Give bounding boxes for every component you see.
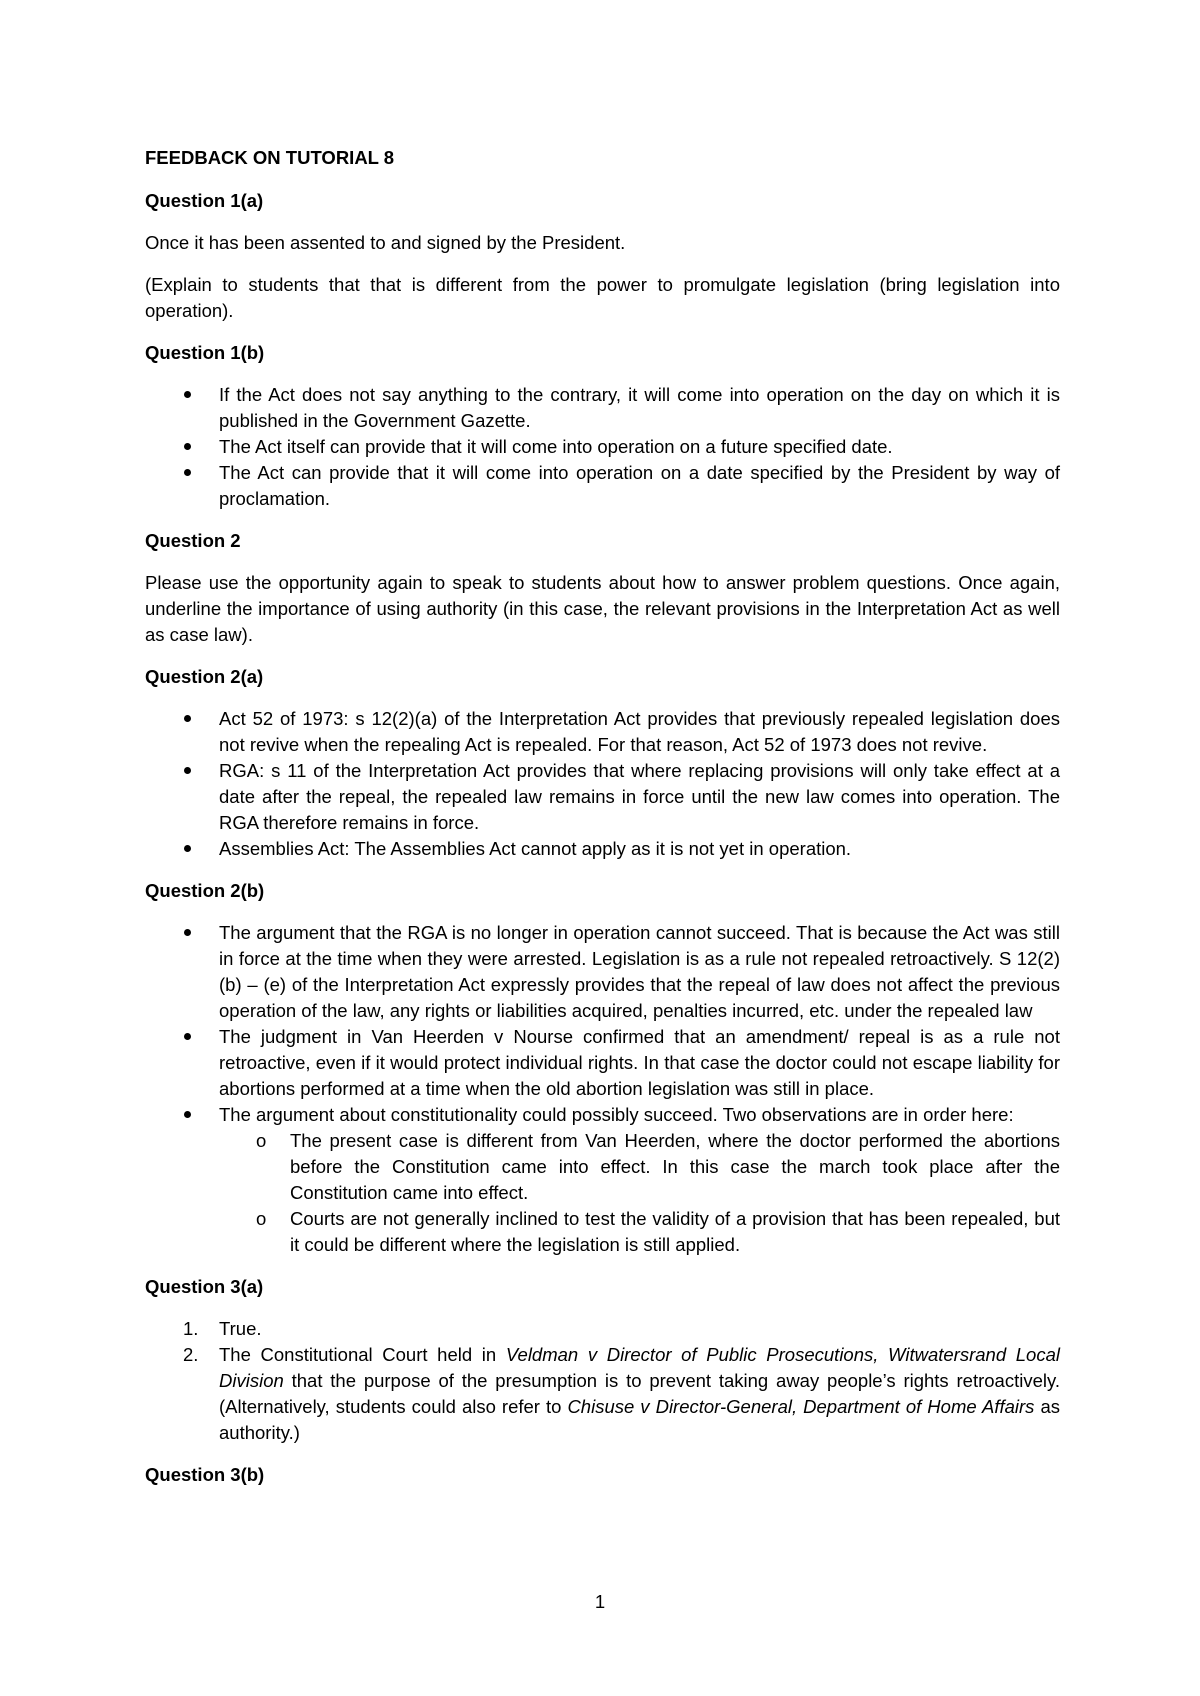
list-item: Act 52 of 1973: s 12(2)(a) of the Interpretation Act provides that previously repealed legislation does not revive when the repealing Act is repealed. For that reason, Act 52 of 1973 does not revive. xyxy=(145,706,1060,758)
item-number: 1. xyxy=(183,1318,199,1339)
question-2a-list xyxy=(145,706,1060,862)
list-item: If the Act does not say anything to the contrary, it will come into operation on the day on which it is published in the Government Gazette. xyxy=(145,382,1060,434)
list-item: RGA: s 11 of the Interpretation Act provides that where replacing provisions will only take effect at a date after the repeal, the repealed law remains in force until the new law comes into operation. The RGA therefore remains in force. xyxy=(145,758,1060,836)
list-item xyxy=(145,1102,1060,1258)
question-1a-note: (Explain to students that that is different from the power to promulgate legislation (bring legislation into operation). xyxy=(145,274,1060,321)
question-2b-list xyxy=(145,920,1060,1258)
question-3a-heading: Question 3(a) xyxy=(145,1276,264,1297)
item-text: The Constitutional Court held in xyxy=(219,1344,506,1365)
question-2-heading: Question 2 xyxy=(145,530,241,551)
document-body xyxy=(145,145,1060,1504)
case-citation: Chisuse v Director-General, Department of Home Affairs xyxy=(567,1396,1035,1417)
list-item: The Act itself can provide that it will come into operation on a future specified date. xyxy=(145,434,1060,460)
question-3b-heading: Question 3(b) xyxy=(145,1464,265,1485)
question-2-text: Please use the opportunity again to speak to students about how to answer problem questions. Once again, underline the importance of using authority (in this case, the relevant provisions in the Interpretation Act as well as case law). xyxy=(145,572,1060,645)
numbered-item xyxy=(145,1342,1060,1446)
item-number: 2. xyxy=(183,1344,199,1365)
sub-list-item: o Courts are not generally inclined to test the validity of a provision that has been repealed, but it could be different where the legislation is still applied. xyxy=(145,1206,1060,1258)
question-1b-list xyxy=(145,382,1060,512)
case-citation: Veldman v Director of Public Prosecutions, Witwatersrand Local Division xyxy=(219,1344,1060,1391)
question-2b-heading: Question 2(b) xyxy=(145,880,265,901)
question-3a-list xyxy=(145,1316,1060,1446)
document-title: FEEDBACK ON TUTORIAL 8 xyxy=(145,147,395,168)
list-item: The argument that the RGA is no longer in operation cannot succeed. That is because the Act was still in force at the time when they were arrested. Legislation is as a rule not repealed retroactively. S 12(2)(b) – (e) of the Interpretation Act expressly provides that the repeal of law does not affect the previous operation of the law, any rights or liabilities acquired, penalties incurred, etc. under the repealed law xyxy=(145,920,1060,1024)
question-2b-sublist xyxy=(219,1128,1060,1258)
numbered-item xyxy=(145,1316,1060,1342)
list-item: Assemblies Act: The Assemblies Act cannot apply as it is not yet in operation. xyxy=(145,836,1060,862)
page-number: 1 xyxy=(594,1591,606,1612)
question-1a-heading: Question 1(a) xyxy=(145,190,264,211)
item-text: that the purpose of the presumption is to prevent taking away people’s rights retroactively. (Alternatively, students could also refer to xyxy=(219,1370,1060,1417)
list-item: The Act can provide that it will come into operation on a date specified by the President by way of proclamation. xyxy=(145,460,1060,512)
list-item-text: The argument about constitutionality could possibly succeed. Two observations are in order here: xyxy=(219,1104,1014,1125)
question-1b-heading: Question 1(b) xyxy=(145,342,265,363)
item-text: as authority.) xyxy=(219,1396,1060,1443)
question-1a-answer: Once it has been assented to and signed by the President. xyxy=(145,232,626,253)
question-2a-heading: Question 2(a) xyxy=(145,666,264,687)
item-text: True. xyxy=(219,1318,262,1339)
sub-list-item: o The present case is different from Van Heerden, where the doctor performed the abortions before the Constitution came into effect. In this case the march took place after the Constitution came into effect. xyxy=(145,1128,1060,1206)
list-item: The judgment in Van Heerden v Nourse confirmed that an amendment/ repeal is as a rule not retroactive, even if it would protect individual rights. In that case the doctor could not escape liability for abortions performed at a time when the old abortion legislation was still in place. xyxy=(145,1024,1060,1102)
